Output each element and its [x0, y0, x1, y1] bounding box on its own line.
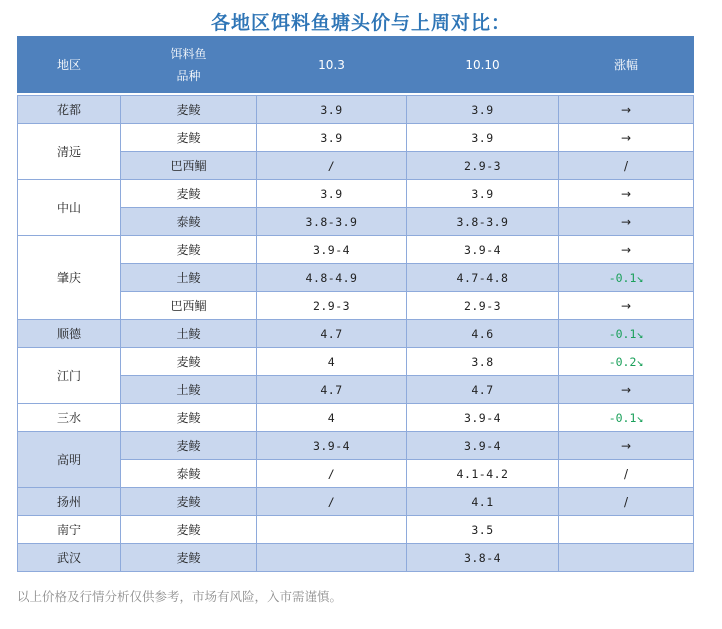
header-species: [121, 37, 257, 93]
header-week1: 10.3: [257, 37, 407, 93]
region-cell: 三水: [18, 404, 121, 432]
week2-price: 3.9-4: [407, 404, 559, 432]
region-cell: 武汉: [18, 544, 121, 572]
region-cell: 中山: [18, 180, 121, 236]
week2-price: 4.1-4.2: [407, 460, 559, 488]
change-cell: -0.1↘: [559, 404, 694, 432]
disclaimer-note: 以上价格及行情分析仅供参考，市场有风险，入市需谨慎。: [17, 589, 343, 604]
week1-price: 3.9-4: [257, 236, 407, 264]
change-cell: -0.1↘: [559, 264, 694, 292]
week2-price: 4.7-4.8: [407, 264, 559, 292]
species-cell: 麦鲮: [121, 124, 257, 152]
species-cell: 麦鲮: [121, 488, 257, 516]
week1-price: 4: [257, 348, 407, 376]
week2-price: 4.1: [407, 488, 559, 516]
table-row: [18, 180, 694, 208]
header-change: 涨幅: [559, 37, 694, 93]
week1-price: 4.8-4.9: [257, 264, 407, 292]
species-cell: 麦鲮: [121, 404, 257, 432]
week1-price: /: [257, 152, 407, 180]
week2-price: 2.9-3: [407, 292, 559, 320]
table-row: [18, 236, 694, 264]
week2-price: 3.9-4: [407, 432, 559, 460]
region-cell: 南宁: [18, 516, 121, 544]
week1-price: 4: [257, 404, 407, 432]
week2-price: 2.9-3: [407, 152, 559, 180]
week1-price: [257, 544, 407, 572]
species-cell: 巴西鲴: [121, 292, 257, 320]
table-row: [18, 404, 694, 432]
species-cell: 土鲮: [121, 264, 257, 292]
table-row: [18, 96, 694, 124]
week1-price: /: [257, 460, 407, 488]
week2-price: 3.9: [407, 96, 559, 124]
table-header-row: [18, 37, 694, 93]
species-cell: 麦鲮: [121, 180, 257, 208]
change-cell: →: [559, 376, 694, 404]
change-cell: →: [559, 124, 694, 152]
week1-price: 4.7: [257, 376, 407, 404]
table-row: [18, 488, 694, 516]
week2-price: 3.8-3.9: [407, 208, 559, 236]
week1-price: 3.8-3.9: [257, 208, 407, 236]
page-title: 各地区饵料鱼塘头价与上周对比：: [210, 12, 511, 34]
change-cell: →: [559, 208, 694, 236]
week2-price: 3.5: [407, 516, 559, 544]
region-cell: 江门: [18, 348, 121, 404]
header-region: 地区: [18, 37, 121, 93]
species-cell: 麦鲮: [121, 544, 257, 572]
species-cell: 麦鲮: [121, 96, 257, 124]
table-row: [18, 124, 694, 152]
change-cell: →: [559, 292, 694, 320]
header-week2: 10.10: [407, 37, 559, 93]
table-row: [18, 320, 694, 348]
species-cell: 麦鲮: [121, 432, 257, 460]
species-cell: 泰鲮: [121, 460, 257, 488]
week2-price: 3.8-4: [407, 544, 559, 572]
region-cell: 高明: [18, 432, 121, 488]
region-cell: 花都: [18, 96, 121, 124]
table-row: [18, 432, 694, 460]
table-row: [18, 544, 694, 572]
species-cell: 土鲮: [121, 376, 257, 404]
change-cell: -0.1↘: [559, 320, 694, 348]
week1-price: 2.9-3: [257, 292, 407, 320]
region-cell: 肇庆: [18, 236, 121, 320]
header-species-line1: 饵料鱼: [170, 46, 207, 61]
week1-price: 3.9: [257, 180, 407, 208]
week1-price: /: [257, 488, 407, 516]
week1-price: 3.9: [257, 124, 407, 152]
species-cell: 巴西鲴: [121, 152, 257, 180]
species-cell: 麦鲮: [121, 348, 257, 376]
header-species-line2: 品种: [176, 68, 201, 83]
week1-price: 4.7: [257, 320, 407, 348]
week2-price: 4.7: [407, 376, 559, 404]
change-cell: [559, 516, 694, 544]
week2-price: 4.6: [407, 320, 559, 348]
change-cell: -0.2↘: [559, 348, 694, 376]
table-row: [18, 348, 694, 376]
region-cell: 清远: [18, 124, 121, 180]
change-cell: /: [559, 488, 694, 516]
week2-price: 3.9: [407, 180, 559, 208]
price-table: [17, 36, 694, 572]
change-cell: →: [559, 180, 694, 208]
region-cell: 扬州: [18, 488, 121, 516]
table-row: [18, 516, 694, 544]
week1-price: [257, 516, 407, 544]
change-cell: /: [559, 152, 694, 180]
week2-price: 3.8: [407, 348, 559, 376]
change-cell: /: [559, 460, 694, 488]
week1-price: 3.9: [257, 96, 407, 124]
change-cell: →: [559, 96, 694, 124]
change-cell: [559, 544, 694, 572]
species-cell: 麦鲮: [121, 236, 257, 264]
week2-price: 3.9: [407, 124, 559, 152]
region-cell: 顺德: [18, 320, 121, 348]
species-cell: 土鲮: [121, 320, 257, 348]
week1-price: 3.9-4: [257, 432, 407, 460]
species-cell: 麦鲮: [121, 516, 257, 544]
week2-price: 3.9-4: [407, 236, 559, 264]
change-cell: →: [559, 432, 694, 460]
species-cell: 泰鲮: [121, 208, 257, 236]
change-cell: →: [559, 236, 694, 264]
